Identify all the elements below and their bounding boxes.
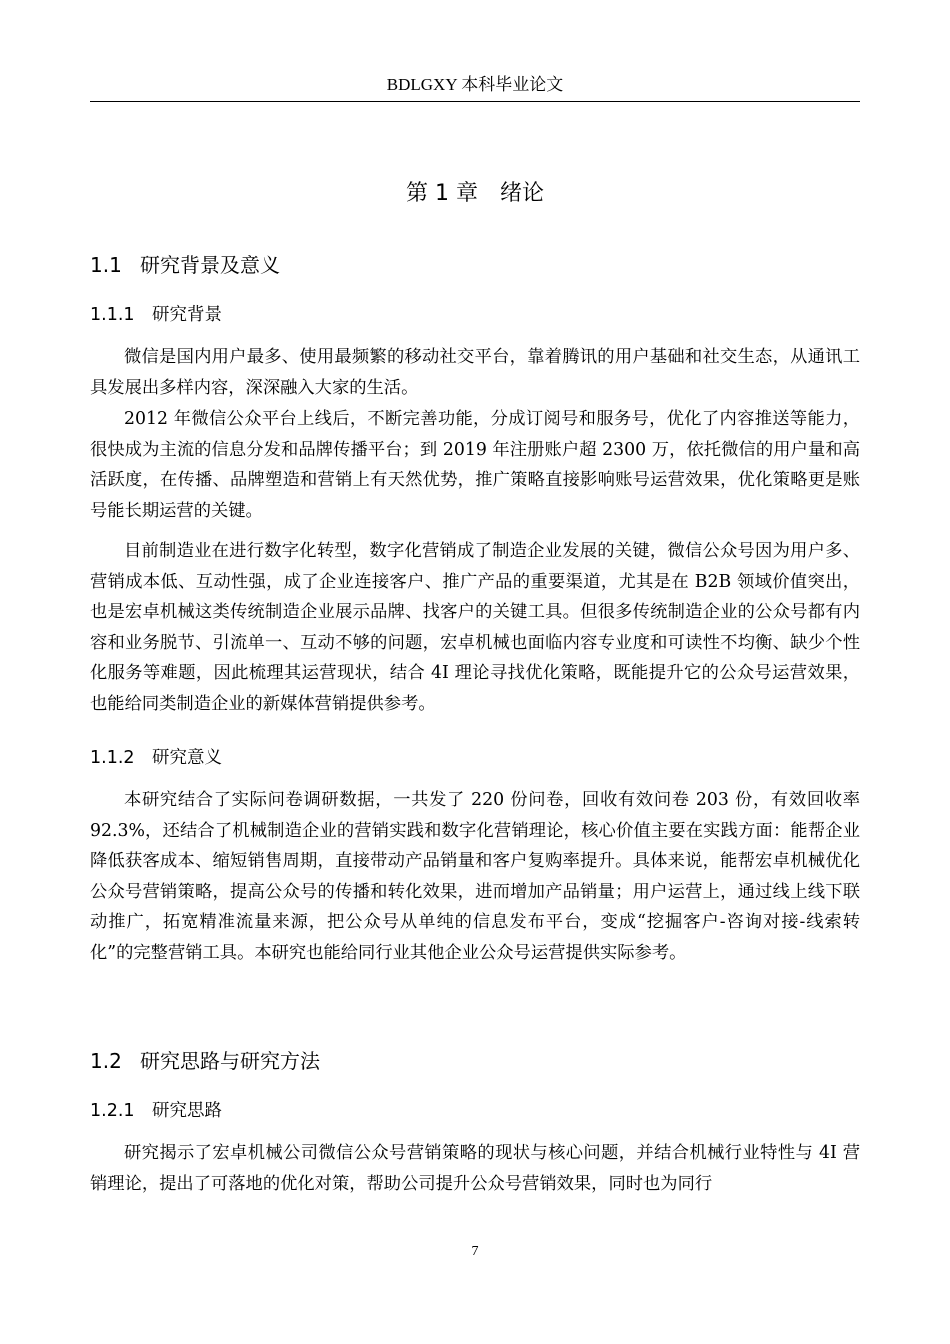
paragraph-background-3: 目前制造业在进行数字化转型，数字化营销成了制造企业发展的关键，微信公众号因为用户多、营销成本低、互动性强，成了企业连接客户、推广产品的重要渠道，尤其是在 B2B 领域价值突出，也是宏卓机械这类传统制造企业展示品牌、找客户的关键工具。但很多传统制造企业的公众号都有内容和业务脱节、引流单一、互动不够的问题，宏卓机械也面临内容专业度和可读性不均衡、缺少个性化服务等难题，因此梳理其运营现状，结合 4I 理论寻找优化策略，既能提升它的公众号运营效果，也能给同类制造企业的新媒体营销提供参考。	[90, 541, 860, 714]
section-number: 1.1.1	[90, 305, 135, 325]
paragraph-research-approach: 研究揭示了宏卓机械公司微信公众号营销策略的现状与核心问题，并结合机械行业特性与 4I 营销理论，提出了可落地的优化对策，帮助公司提升公众号营销效果，同时也为同行	[90, 1143, 860, 1194]
section-title: 研究背景及意义	[140, 253, 280, 277]
section-heading-1-1-1	[90, 302, 222, 328]
section-heading-1-1	[90, 251, 280, 279]
header-title: BDLGXY 本科毕业论文	[386, 75, 564, 94]
paragraph-background-2: 2012 年微信公众平台上线后，不断完善功能，分成订阅号和服务号，优化了内容推送等能力，很快成为主流的信息分发和品牌传播平台；到 2019 年注册账户超 2300 万，依托微信的用户量和高活跃度，在传播、品牌塑造和营销上有天然优势，推广策略直接影响账号运营效果，优化策略更是账号能长期运营的关键。	[90, 409, 860, 521]
page-number: 7	[471, 1244, 479, 1259]
chapter-title: 第 1 章 绪论	[406, 181, 544, 206]
section-number: 1.2	[90, 1049, 122, 1073]
section-title: 研究思路与研究方法	[140, 1049, 320, 1073]
page-header	[90, 74, 860, 102]
section-number: 1.1	[90, 253, 122, 277]
section-heading-1-2-1	[90, 1098, 222, 1124]
paragraph-significance: 本研究结合了实际问卷调研数据，一共发了 220 份问卷，回收有效问卷 203 份，有效回收率 92.3%，还结合了机械制造企业的营销实践和数字化营销理论，核心价值主要在实践方面：能帮企业降低获客成本、缩短销售周期，直接带动产品销量和客户复购率提升。具体来说，能帮宏卓机械优化公众号营销策略，提高公众号的传播和转化效果，进而增加产品销量；用户运营上，通过线上线下联动推广，拓宽精准流量来源，把公众号从单纯的信息发布平台，变成“挖掘客户-咨询对接-线索转化”的完整营销工具。本研究也能给同行业其他企业公众号运营提供实际参考。	[90, 790, 860, 963]
section-title: 研究思路	[152, 1101, 222, 1121]
section-title: 研究背景	[152, 305, 222, 325]
section-heading-1-1-2	[90, 745, 222, 771]
section-heading-1-2	[90, 1047, 320, 1075]
paragraph-background-1: 微信是国内用户最多、使用最频繁的移动社交平台，靠着腾讯的用户基础和社交生态，从通讯工具发展出多样内容，深深融入大家的生活。	[90, 347, 860, 398]
section-number: 1.2.1	[90, 1101, 135, 1121]
section-number: 1.1.2	[90, 748, 135, 768]
section-title: 研究意义	[152, 748, 222, 768]
